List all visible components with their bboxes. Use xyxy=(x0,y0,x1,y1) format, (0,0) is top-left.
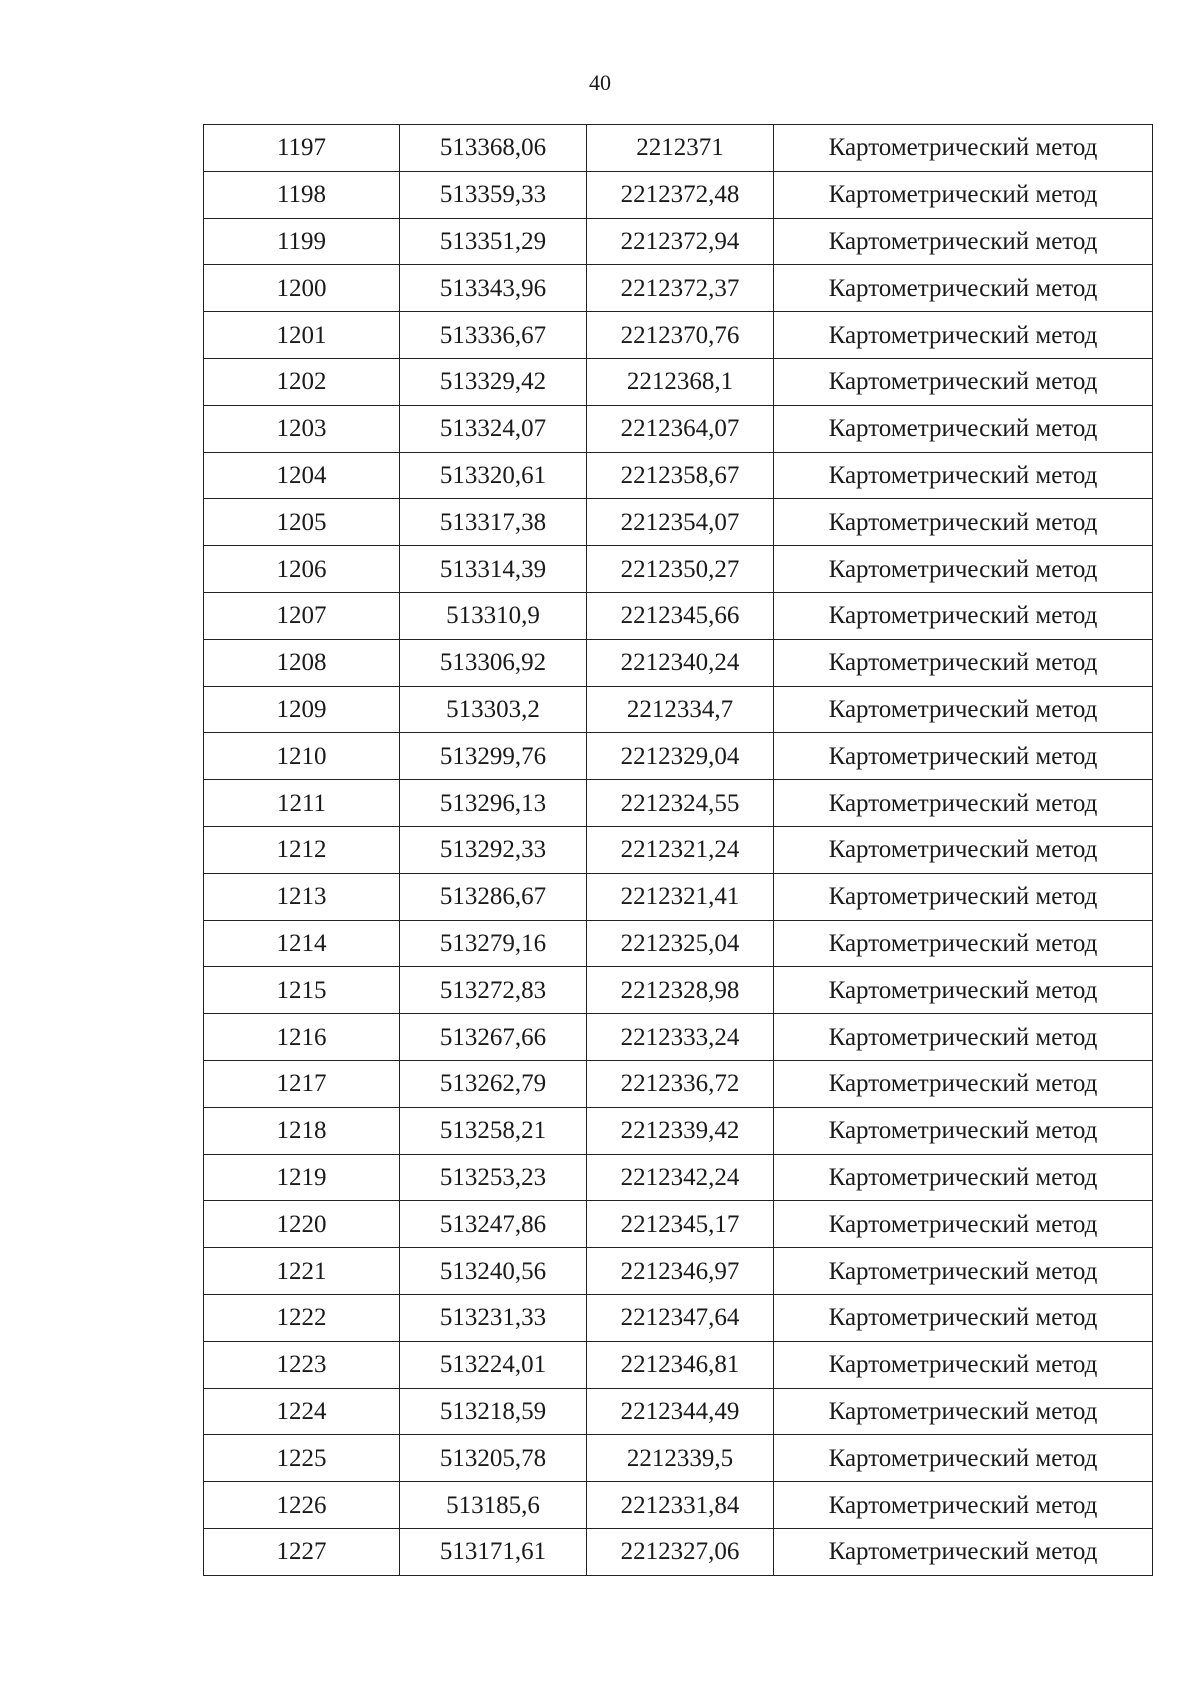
table-row xyxy=(204,826,1153,873)
x-coordinate-cell: 513343,96 xyxy=(400,265,587,312)
point-number-cell: 1200 xyxy=(204,265,400,312)
y-coordinate-cell: 2212372,37 xyxy=(587,265,774,312)
table-row xyxy=(204,1528,1153,1575)
table-row xyxy=(204,780,1153,827)
y-coordinate-cell: 2212336,72 xyxy=(587,1060,774,1107)
y-coordinate-cell: 2212331,84 xyxy=(587,1482,774,1529)
y-coordinate-cell: 2212339,5 xyxy=(587,1435,774,1482)
page-number: 40 xyxy=(589,70,611,95)
y-coordinate-cell: 2212347,64 xyxy=(587,1294,774,1341)
x-coordinate-cell: 513317,38 xyxy=(400,499,587,546)
point-number-cell: 1224 xyxy=(204,1388,400,1435)
method-cell: Картометрический метод xyxy=(774,1528,1153,1575)
point-number-cell: 1225 xyxy=(204,1435,400,1482)
y-coordinate-cell: 2212372,94 xyxy=(587,218,774,265)
table-row xyxy=(204,733,1153,780)
y-coordinate-cell: 2212327,06 xyxy=(587,1528,774,1575)
y-coordinate-cell: 2212325,04 xyxy=(587,920,774,967)
y-coordinate-cell: 2212371 xyxy=(587,125,774,172)
point-number-cell: 1210 xyxy=(204,733,400,780)
method-cell: Картометрический метод xyxy=(774,358,1153,405)
table-row xyxy=(204,312,1153,359)
point-number-cell: 1203 xyxy=(204,405,400,452)
point-number-cell: 1208 xyxy=(204,639,400,686)
x-coordinate-cell: 513336,67 xyxy=(400,312,587,359)
table-row xyxy=(204,546,1153,593)
coordinates-table xyxy=(203,124,1153,1576)
x-coordinate-cell: 513240,56 xyxy=(400,1248,587,1295)
method-cell: Картометрический метод xyxy=(774,125,1153,172)
x-coordinate-cell: 513224,01 xyxy=(400,1341,587,1388)
y-coordinate-cell: 2212321,24 xyxy=(587,826,774,873)
method-cell: Картометрический метод xyxy=(774,1294,1153,1341)
point-number-cell: 1222 xyxy=(204,1294,400,1341)
y-coordinate-cell: 2212344,49 xyxy=(587,1388,774,1435)
point-number-cell: 1212 xyxy=(204,826,400,873)
x-coordinate-cell: 513359,33 xyxy=(400,171,587,218)
table-row xyxy=(204,1201,1153,1248)
method-cell: Картометрический метод xyxy=(774,1060,1153,1107)
y-coordinate-cell: 2212372,48 xyxy=(587,171,774,218)
x-coordinate-cell: 513258,21 xyxy=(400,1107,587,1154)
point-number-cell: 1209 xyxy=(204,686,400,733)
table-row xyxy=(204,1248,1153,1295)
method-cell: Картометрический метод xyxy=(774,499,1153,546)
method-cell: Картометрический метод xyxy=(774,1248,1153,1295)
x-coordinate-cell: 513218,59 xyxy=(400,1388,587,1435)
x-coordinate-cell: 513299,76 xyxy=(400,733,587,780)
x-coordinate-cell: 513368,06 xyxy=(400,125,587,172)
x-coordinate-cell: 513292,33 xyxy=(400,826,587,873)
method-cell: Картометрический метод xyxy=(774,1154,1153,1201)
point-number-cell: 1197 xyxy=(204,125,400,172)
method-cell: Картометрический метод xyxy=(774,826,1153,873)
y-coordinate-cell: 2212346,97 xyxy=(587,1248,774,1295)
point-number-cell: 1226 xyxy=(204,1482,400,1529)
y-coordinate-cell: 2212370,76 xyxy=(587,312,774,359)
point-number-cell: 1218 xyxy=(204,1107,400,1154)
x-coordinate-cell: 513303,2 xyxy=(400,686,587,733)
x-coordinate-cell: 513314,39 xyxy=(400,546,587,593)
table-row xyxy=(204,452,1153,499)
point-number-cell: 1206 xyxy=(204,546,400,593)
x-coordinate-cell: 513324,07 xyxy=(400,405,587,452)
y-coordinate-cell: 2212354,07 xyxy=(587,499,774,546)
table-row xyxy=(204,873,1153,920)
method-cell: Картометрический метод xyxy=(774,1388,1153,1435)
method-cell: Картометрический метод xyxy=(774,218,1153,265)
table-row xyxy=(204,1341,1153,1388)
point-number-cell: 1213 xyxy=(204,873,400,920)
point-number-cell: 1220 xyxy=(204,1201,400,1248)
x-coordinate-cell: 513231,33 xyxy=(400,1294,587,1341)
table-row xyxy=(204,1388,1153,1435)
method-cell: Картометрический метод xyxy=(774,171,1153,218)
method-cell: Картометрический метод xyxy=(774,405,1153,452)
method-cell: Картометрический метод xyxy=(774,592,1153,639)
x-coordinate-cell: 513253,23 xyxy=(400,1154,587,1201)
method-cell: Картометрический метод xyxy=(774,873,1153,920)
table-row xyxy=(204,1435,1153,1482)
point-number-cell: 1205 xyxy=(204,499,400,546)
table-row xyxy=(204,639,1153,686)
y-coordinate-cell: 2212350,27 xyxy=(587,546,774,593)
point-number-cell: 1215 xyxy=(204,967,400,1014)
y-coordinate-cell: 2212328,98 xyxy=(587,967,774,1014)
method-cell: Картометрический метод xyxy=(774,1201,1153,1248)
y-coordinate-cell: 2212345,66 xyxy=(587,592,774,639)
y-coordinate-cell: 2212364,07 xyxy=(587,405,774,452)
method-cell: Картометрический метод xyxy=(774,1435,1153,1482)
table-row xyxy=(204,686,1153,733)
table-row xyxy=(204,967,1153,1014)
point-number-cell: 1223 xyxy=(204,1341,400,1388)
y-coordinate-cell: 2212333,24 xyxy=(587,1014,774,1061)
method-cell: Картометрический метод xyxy=(774,1014,1153,1061)
y-coordinate-cell: 2212345,17 xyxy=(587,1201,774,1248)
point-number-cell: 1207 xyxy=(204,592,400,639)
table-row xyxy=(204,265,1153,312)
x-coordinate-cell: 513306,92 xyxy=(400,639,587,686)
y-coordinate-cell: 2212346,81 xyxy=(587,1341,774,1388)
point-number-cell: 1227 xyxy=(204,1528,400,1575)
x-coordinate-cell: 513286,67 xyxy=(400,873,587,920)
y-coordinate-cell: 2212321,41 xyxy=(587,873,774,920)
method-cell: Картометрический метод xyxy=(774,686,1153,733)
table-row xyxy=(204,592,1153,639)
x-coordinate-cell: 513185,6 xyxy=(400,1482,587,1529)
x-coordinate-cell: 513320,61 xyxy=(400,452,587,499)
point-number-cell: 1217 xyxy=(204,1060,400,1107)
coordinates-table-body xyxy=(204,125,1153,1576)
method-cell: Картометрический метод xyxy=(774,733,1153,780)
table-row xyxy=(204,405,1153,452)
y-coordinate-cell: 2212324,55 xyxy=(587,780,774,827)
method-cell: Картометрический метод xyxy=(774,920,1153,967)
point-number-cell: 1202 xyxy=(204,358,400,405)
table-row xyxy=(204,920,1153,967)
point-number-cell: 1216 xyxy=(204,1014,400,1061)
method-cell: Картометрический метод xyxy=(774,967,1153,1014)
x-coordinate-cell: 513310,9 xyxy=(400,592,587,639)
x-coordinate-cell: 513296,13 xyxy=(400,780,587,827)
table-row xyxy=(204,1154,1153,1201)
x-coordinate-cell: 513351,29 xyxy=(400,218,587,265)
table-row xyxy=(204,125,1153,172)
method-cell: Картометрический метод xyxy=(774,1341,1153,1388)
method-cell: Картометрический метод xyxy=(774,639,1153,686)
x-coordinate-cell: 513262,79 xyxy=(400,1060,587,1107)
y-coordinate-cell: 2212334,7 xyxy=(587,686,774,733)
method-cell: Картометрический метод xyxy=(774,546,1153,593)
point-number-cell: 1198 xyxy=(204,171,400,218)
method-cell: Картометрический метод xyxy=(774,312,1153,359)
y-coordinate-cell: 2212339,42 xyxy=(587,1107,774,1154)
x-coordinate-cell: 513279,16 xyxy=(400,920,587,967)
point-number-cell: 1221 xyxy=(204,1248,400,1295)
point-number-cell: 1214 xyxy=(204,920,400,967)
table-row xyxy=(204,1482,1153,1529)
point-number-cell: 1199 xyxy=(204,218,400,265)
point-number-cell: 1204 xyxy=(204,452,400,499)
method-cell: Картометрический метод xyxy=(774,265,1153,312)
table-row xyxy=(204,1107,1153,1154)
point-number-cell: 1211 xyxy=(204,780,400,827)
y-coordinate-cell: 2212342,24 xyxy=(587,1154,774,1201)
x-coordinate-cell: 513205,78 xyxy=(400,1435,587,1482)
x-coordinate-cell: 513247,86 xyxy=(400,1201,587,1248)
table-row xyxy=(204,499,1153,546)
method-cell: Картометрический метод xyxy=(774,1482,1153,1529)
point-number-cell: 1219 xyxy=(204,1154,400,1201)
table-row xyxy=(204,358,1153,405)
x-coordinate-cell: 513272,83 xyxy=(400,967,587,1014)
y-coordinate-cell: 2212329,04 xyxy=(587,733,774,780)
method-cell: Картометрический метод xyxy=(774,452,1153,499)
table-row xyxy=(204,1060,1153,1107)
y-coordinate-cell: 2212358,67 xyxy=(587,452,774,499)
table-row xyxy=(204,218,1153,265)
point-number-cell: 1201 xyxy=(204,312,400,359)
x-coordinate-cell: 513329,42 xyxy=(400,358,587,405)
method-cell: Картометрический метод xyxy=(774,1107,1153,1154)
table-row xyxy=(204,1014,1153,1061)
method-cell: Картометрический метод xyxy=(774,780,1153,827)
y-coordinate-cell: 2212340,24 xyxy=(587,639,774,686)
table-row xyxy=(204,171,1153,218)
y-coordinate-cell: 2212368,1 xyxy=(587,358,774,405)
table-row xyxy=(204,1294,1153,1341)
x-coordinate-cell: 513267,66 xyxy=(400,1014,587,1061)
x-coordinate-cell: 513171,61 xyxy=(400,1528,587,1575)
